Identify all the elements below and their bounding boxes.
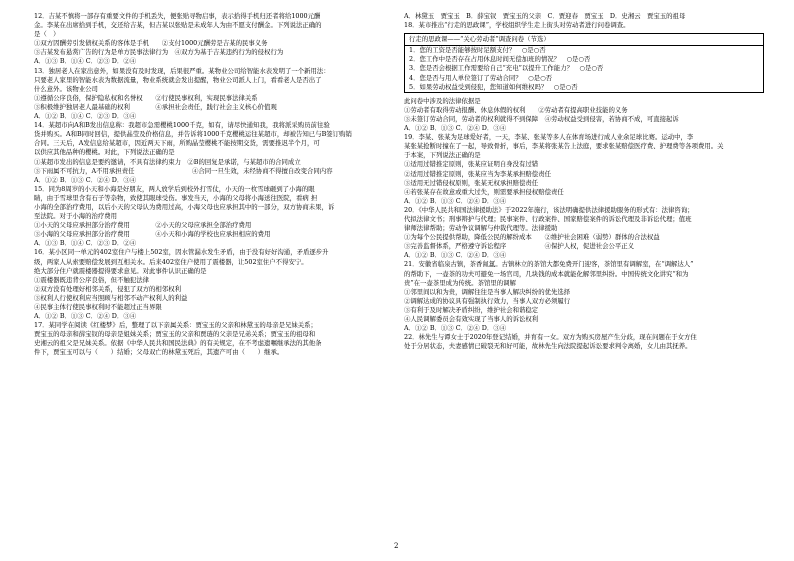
text-line: 绝大部分住户就震楼器提得要求意见。对此事件认识正确的是: [34, 266, 207, 275]
text-line: 合同。三天后，A发信息给某超市，因近两天下雨，所购晶莹樱桃不能按期交货，需要推迟半个月，可: [34, 139, 320, 148]
text-line: ①适用过错推定原则，张某应证明自身没有过错: [404, 160, 539, 169]
text-line: A．①③ B．①④ C．②③ D．②④: [34, 239, 137, 248]
text-line: A．①② B．①③ C．②④ D．③④: [404, 124, 507, 133]
text-line: A．林黛玉 贾宝玉 B．薛宝钗 贾宝玉的父亲 C．贾迎春 贾宝玉 D．史湘云 贾宝玉的祖母: [404, 12, 686, 20]
text-line: 货并购买。A和B同时回信，提供晶莹及价格信息，并告诉将1000千克樱桃运往某超市，却被告知已与B签订购销: [34, 130, 352, 139]
text-line: 只要老人家里的智能水表为数据流量，物业系统就会发出提醒，物业公司派人上门，看看老人是否出了: [34, 75, 322, 84]
text-line: 此问卷中涉及的法律依据是: [404, 96, 481, 105]
text-line: 睛，由于雪球里含有石子等杂物，致使其眼球受伤。事发当天，小海的父母将小海送往医院，看病 担: [34, 193, 318, 202]
text-line: 律师法律帮助；劳动争议调解与仲裁代理等。法律援助: [404, 224, 558, 233]
text-line: 19．李某、张某为足球爱好者，一天，李某、张某等多人在体育场进行成人业余足球比赛。运动中，李: [404, 133, 694, 142]
text-line: ②调解达成的协议具有强制执行效力，当事人双方必须履行: [404, 296, 571, 305]
text-line: ④若张某存在故意或重大过失，则需要承担侵权赔偿责任: [404, 187, 564, 196]
text-line: ④人民调解委员会有效实现了当事人的诉讼权利: [404, 315, 539, 323]
text-line: 14．某超市向A和B发出信息称：我超市急需樱桃1000千克，如有，请尽快通知我，我将派采购员前往验: [34, 121, 330, 130]
text-line: ①震楼器既违背公序良俗，但不触犯法律: [34, 275, 150, 284]
text-line: 某张某抢断时撞在了一起，导致骨折，事后，李某将张某告上法庭，要求张某赔偿医疗费、护理费等各项费用。关: [404, 142, 724, 151]
text-line: 以供应其他品种的樱桃。对此，下列说法正确的是: [34, 148, 175, 157]
text-line: ③未签订劳动合同，劳动者的权利就得不到保障 ④劳动权益受到侵害，若协商不成，可直接起诉: [404, 114, 679, 123]
survey-box: [404, 33, 764, 93]
text-line: 金。李某在出席拾到手机，交还给吉某，但吉某以张贴是未成年人为由不愿支付酬金。下列说法正确的: [34, 21, 322, 30]
text-line: ③吉某发布悬赏广告的行为是单方民事法律行为 ④双方为基于吉某违约行为的侵权行为: [34, 48, 284, 57]
text-line: ③适用无过错侵权原则，张某无权承担赔偿责任: [404, 178, 539, 187]
text-line: ③积极维护独居老人最基础的权利 ④承担社会责任，践行社会主义核心价值观: [34, 102, 277, 111]
text-line: ③有利于及时解决矛盾纠纷，维护社会和谐稳定: [404, 305, 539, 314]
survey-item: 2．您工作中是否存在占用休息时间无偿加班的情况？ ○是○否: [409, 55, 591, 64]
text-line: 12．吉某不慎将一部存有重要文件的手机丢失，便张贴寻物启事，表示拾得手机归还者将给1000元酬: [34, 12, 321, 20]
text-line: 20．《中华人民共和国法律援助法》于2022年施行，该法明确提供法律援助服务的形式有：法律咨询；: [404, 205, 694, 214]
text-line: A．①② B．①④ C．②③ D．③④: [34, 112, 137, 121]
text-line: 小海的全部治疗费用，以后小天的父母认为费用过高，小海父母也应承担其中的一部分，双方协商未果，诉: [34, 202, 335, 211]
text-line: A．①③ B．①④ C．②③ D．②④: [34, 57, 137, 66]
text-line: ①某超市发出的信息是要约邀请，不具有法律约束力 ②B的回复是承诺，与某超市的合同成立: [34, 157, 301, 166]
text-line: 于本案，下列说法正确的是: [404, 151, 481, 160]
text-line: ①劳动者有取得劳动报酬、休息休假的权利 ②劳动者有提高职业技能的义务: [404, 105, 628, 114]
left-column: [34, 12, 380, 358]
text-line: 件下，贾宝玉可以与（ ）结婚；父母双亡的林黛玉死后，其遗产可由（ ）继承。: [34, 348, 284, 357]
text-line: 贵”在一壶茶里成为传统。茶馆里的调解: [404, 278, 516, 287]
survey-item: 5．如果劳动权益受到侵犯，您知道如何维权吗？ ○是○否: [409, 82, 578, 91]
text-line: A．①② B．①③ C．②④ D．③④: [404, 196, 507, 205]
text-line: 什么意外。该物业公司: [34, 84, 98, 93]
text-line: ③小海的父母应承担部分治疗费用 ④小天和小海的学校也应承担相应的费用: [34, 230, 271, 239]
text-line: 处于分居状态，夫妻感情已破裂无和好可能，故林先生向法院提起诉讼要求判令离婚，女儿由其抚养。: [404, 342, 692, 351]
text-line: ③完善监督体系，严格遵守诉讼程序 ④保护人权，促进社会公平正义: [404, 242, 635, 251]
page-number: 2: [394, 542, 399, 550]
text-line: 22．林先生与谭女士于2020年登记结婚，并育有一女。双方为购买房屋产生分歧，现在问题在于女方住: [404, 333, 697, 342]
text-line: 至法院。对于小海的治疗费用: [34, 212, 118, 221]
text-line: ①小天的父母应承担部分治疗费用 ②小天的父母应承担全部治疗费用: [34, 221, 252, 230]
text-line: 18．某市推出“行走的思政课”，学校组织学生走上街头对劳动者进行问卷调查。: [404, 21, 630, 30]
text-line: 级，两家人从索要赔偿发展到互相关水。后来402室住户使用了震楼器，让502室住户不得安宁。: [34, 257, 308, 266]
text-line: 15．同为8周岁的小天和小海是好朋友，两人放学后到校外打雪仗，小天的一枚雪球砸到了小海的眼: [34, 184, 315, 193]
text-line: ②双方没有处理好相邻关系，侵犯了双方的相邻权利: [34, 284, 181, 293]
text-line: ①邻里间以和为贵，调解往往是当事人解决纠纷的优先选择: [404, 287, 571, 296]
text-line: 的帮助下，一壶茶的功夫可避免一场官司，几块钱的成本就能化解邻里纠纷。中国传统文化讲究“和为: [404, 269, 689, 278]
text-line: ①为每个公民提供帮助，降低公民的解纷成本 ②维护社会困难（弱势）群体的合法权益: [404, 233, 660, 242]
text-line: ①双方因酬劳引发债权关系的客体是手机 ②支付1000元酬劳是吉某的民事义务: [34, 39, 268, 48]
text-line: ④民事主体行使民事权利时不能超过正当界限: [34, 303, 162, 311]
text-line: ①遵循公序良俗，保护隐私权和名誉权 ②行使民事权利，实现民事法律关系: [34, 93, 258, 102]
text-line: ③权利人行使权利应当照顾与相邻不动产权利人的利益: [34, 293, 188, 302]
text-line: ②适用过错推定原则，张某应当为李某承担赔偿责任: [404, 169, 551, 178]
survey-item: 4．您是否与用人单位签订了劳动合同？ ○是○否: [409, 73, 553, 82]
text-line: A．①② B．①③ C．②④ D．③④: [404, 324, 507, 333]
survey-item: 3．您是否会根据工作需要给自己“充电”以提升工作能力？ ○是○否: [409, 64, 604, 73]
text-line: ③下雨属不可抗力，A不用承担责任 ④合同一旦生效，未经协商不得擅自改变合同内容: [34, 166, 333, 175]
text-line: 代拟法律文书；刑事辩护与代理；民事案件、行政案件、国家赔偿案件的诉讼代理及非诉讼代理；值班: [404, 214, 692, 223]
survey-item: 1．您的工资是否能够按时足额支付？ ○是○否: [409, 46, 546, 55]
text-line: A．①② B．①③ C．②④ D．③④: [404, 251, 507, 260]
text-line: 是（ ）: [34, 30, 60, 39]
text-line: 21．安徽省临泉古镇，茶香氤氲。古镇林立的茶馆大都免费开门迎客，茶馆里有调解室，在“调解达人”: [404, 260, 694, 269]
right-column: [404, 12, 764, 351]
text-line: 16．某小区同一单元的402室住户与楼上502室，因水管漏水发生矛盾，由于没有好好沟通，矛盾逐步升: [34, 248, 329, 257]
text-line: 史湘云的祖父是兄妹关系。依据《中华人民共和国民法典》的有关规定，在不考虑遗嘱继承法的其他条: [34, 339, 322, 348]
text-line: 17．某同学在阅读《红楼梦》后，整理了以下亲属关系：贾宝玉的父亲和林黛玉的母亲是兄妹关系；: [34, 321, 317, 330]
text-line: 贾宝玉的母亲和薛宝钗的母亲是姐妹关系；贾宝玉的父亲和贾琏的父亲是兄弟关系；贾宝玉的祖母和: [34, 330, 316, 339]
text-line: A．①② B．①③ C．②④ D．③④: [34, 312, 137, 321]
text-line: 13．独居老人在家出意外，如果没有及时发现，后果很严重。某物业公司给智能水表发明了一个新用法：: [34, 66, 330, 75]
survey-title: 行走的思政课——“关心劳动者”调查问卷（节选）: [405, 34, 763, 46]
text-line: A．①② B．①③ C．②④ D．③④: [34, 175, 137, 184]
